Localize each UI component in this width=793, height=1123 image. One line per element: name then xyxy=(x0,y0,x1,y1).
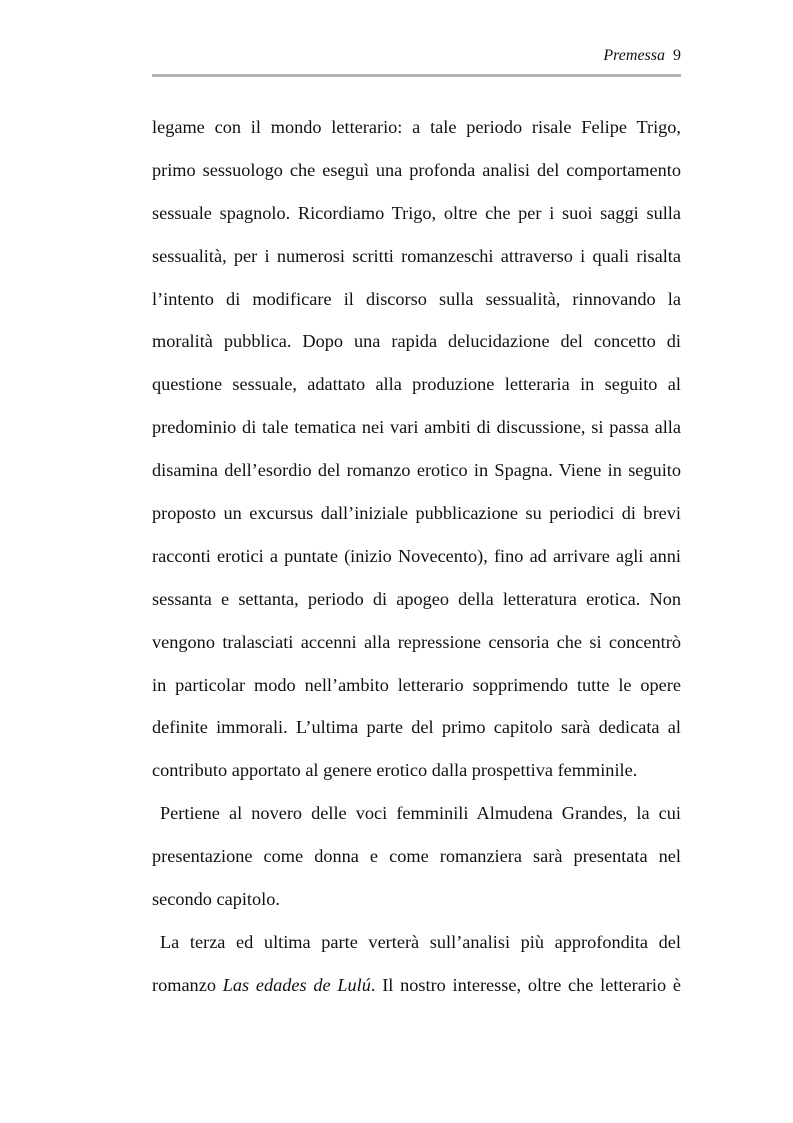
text-line: Pertiene al novero delle voci femminili Almudena Grandes, la cui xyxy=(160,803,681,824)
text-line: in particolar modo nell’ambito letterario sopprimendo tutte le opere xyxy=(152,674,681,695)
text-line: definite immorali. L’ultima parte del primo capitolo sarà dedicata al xyxy=(152,717,681,738)
section-title: Premessa xyxy=(603,47,665,64)
text-after-title: . Il nostro interesse, oltre che letterario è xyxy=(370,974,681,995)
text-line: moralità pubblica. Dopo una rapida delucidazione del concetto di xyxy=(152,331,681,352)
text-line: l’intento di modificare il discorso sulla sessualità, rinnovando la xyxy=(152,288,681,309)
text-line: contributo apportato al genere erotico dalla prospettiva femminile. xyxy=(152,760,638,781)
text-line: primo sessuologo che eseguì una profonda analisi del comportamento xyxy=(152,159,681,180)
text-line-last xyxy=(152,970,681,1013)
text-line: sessanta e settanta, periodo di apogeo della letteratura erotica. Non xyxy=(152,588,681,609)
text-line: legame con il mondo letterario: a tale periodo risale Felipe Trigo, xyxy=(152,117,681,137)
text-line: proposto un excursus dall’iniziale pubblicazione su periodici di brevi xyxy=(152,503,681,524)
body-text xyxy=(152,112,681,1013)
running-header xyxy=(152,44,681,68)
text-line: sessualità, per i numerosi scritti romanzeschi attraverso i quali risalta xyxy=(152,245,681,266)
text-line: La terza ed ultima parte verterà sull’analisi più approfondita del xyxy=(160,931,681,952)
text-line: predominio di tale tematica nei vari ambiti di discussione, si passa alla xyxy=(152,417,681,438)
novel-title: Las edades de Lulú xyxy=(222,974,371,995)
text-line: secondo capitolo. xyxy=(152,889,280,910)
text-before-title: romanzo xyxy=(152,974,223,995)
page-number: 9 xyxy=(673,47,681,64)
text-line: vengono tralasciati accenni alla repressione censoria che si concentrò xyxy=(152,631,681,652)
text-line: questione sessuale, adattato alla produzione letteraria in seguito al xyxy=(152,374,681,395)
header-rule xyxy=(152,74,681,77)
text-line: racconti erotici a puntate (inizio Novecento), fino ad arrivare agli anni xyxy=(152,545,681,566)
text-line: disamina dell’esordio del romanzo erotico in Spagna. Viene in seguito xyxy=(152,460,681,481)
text-line: sessuale spagnolo. Ricordiamo Trigo, oltre che per i suoi saggi sulla xyxy=(152,202,681,223)
text-line: presentazione come donna e come romanziera sarà presentata nel xyxy=(152,846,681,867)
